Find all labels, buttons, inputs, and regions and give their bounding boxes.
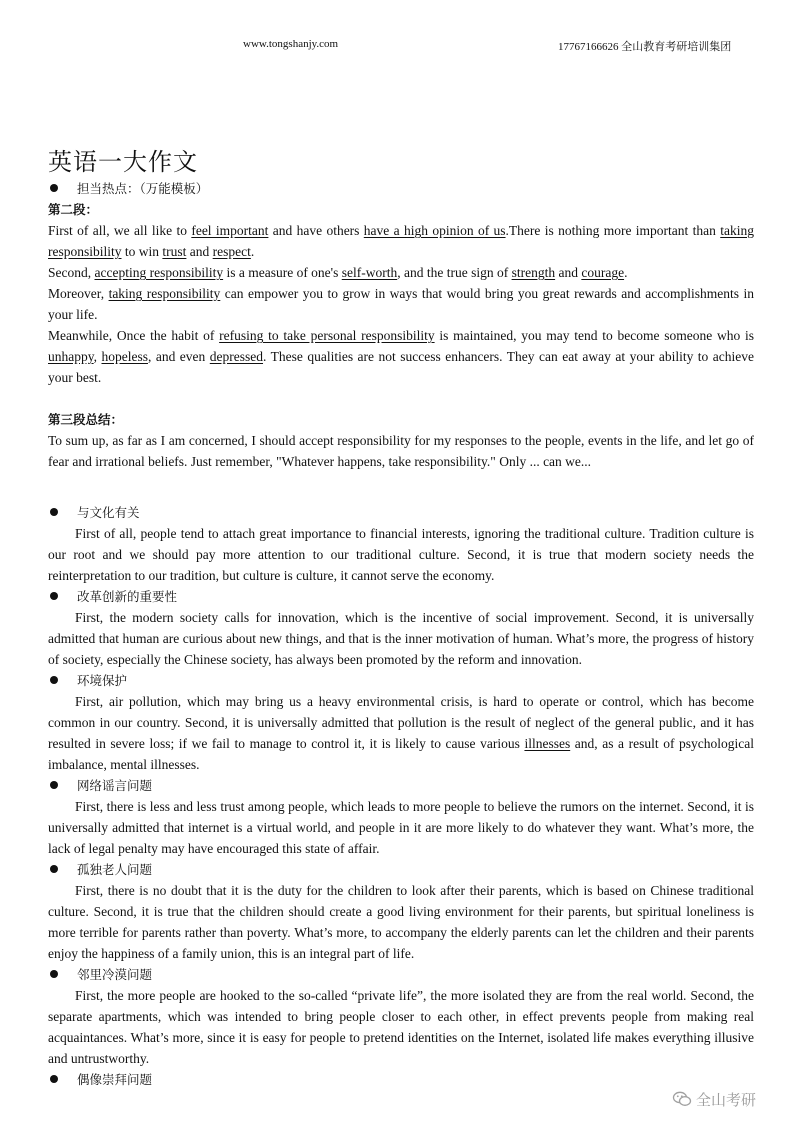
para3-heading: 第三段总结： (48, 412, 124, 427)
bullet-idol (48, 1069, 754, 1090)
bullet-label: 担当热点：（万能模板） (77, 181, 209, 196)
bullet-dot-icon (50, 970, 58, 978)
para2-sentence-3: Moreover, taking responsibility can empower you to grow in ways that would bring you great rewards and accomplishments in your life. (48, 286, 754, 322)
watermark (672, 1088, 782, 1112)
culture-text: First of all, people tend to attach great importance to financial interests, ignoring the traditional culture. Tradition culture is our root and we should pay more attention to our traditional culture. Second, it is true that modern society needs the reinterpretation to our tradition, but culture is culture, it cannot serve the economy. (48, 526, 754, 583)
bullet-rumor (48, 775, 754, 796)
para2-sentence-1: First of all, we all like to feel important and have others have a high opinion of us.There is nothing more important than taking responsibility to win trust and respect. (48, 223, 754, 259)
bullet-label: 邻里冷漠问题 (77, 967, 153, 982)
page-header (0, 38, 800, 54)
bullet-elderly (48, 859, 754, 880)
bullet-dot-icon (50, 781, 58, 789)
watermark-text: 全山考研 (696, 1091, 757, 1109)
document-body (48, 178, 754, 1090)
bullet-hot-topic (48, 178, 754, 199)
para3-text: To sum up, as far as I am concerned, I should accept responsibility for my responses to the people, events in the life, and let go of fear and irrational beliefs. Just remember, "Whatever happens, take responsibility." Only ... can we... (48, 433, 754, 469)
bullet-culture (48, 502, 754, 523)
bullet-label: 孤独老人问题 (77, 862, 153, 877)
page-title: 英语一大作文 (48, 148, 198, 176)
innovation-text: First, the modern society calls for innovation, which is the incentive of social improvement. Second, it is universally admitted that human are curious about new things, and that is the inner motivation of human. What’s more, the progress of history of society, especially the Chinese society, has always been promoted by the reform and innovation. (48, 610, 754, 667)
header-org: 17767166626 全山教育考研培训集团 (558, 41, 732, 53)
bullet-dot-icon (50, 1075, 58, 1083)
bullet-dot-icon (50, 508, 58, 516)
bullet-neighbor (48, 964, 754, 985)
bullet-dot-icon (50, 676, 58, 684)
spacer (48, 388, 754, 409)
para2-heading: 第二段： (48, 202, 99, 217)
bullet-label: 偶像崇拜问题 (77, 1072, 153, 1087)
wechat-icon (672, 1090, 692, 1108)
bullet-label: 与文化有关 (77, 505, 140, 520)
elderly-text: First, there is no doubt that it is the duty for the children to look after their parents, which is based on Chinese traditional culture. Second, it is true that the children should create a good living environment for their parents, but spiritual loneliness is more terrible for parents rather than poverty. What’s more, to accompany the elderly parents can let the children and their parents enjoy the happiness of a family union, this is an integral part of life. (48, 883, 754, 961)
neighbor-text: First, the more people are hooked to the so-called “private life”, the more isolated they are from the real world. Second, the separate apartments, which was intended to bring people closer to each other, in effect prevents people from making real acquaintances. What’s more, since it is easy for people to pretend identities on the Internet, isolated life makes everything illusive and untrustworthy. (48, 988, 754, 1066)
bullet-label: 网络谣言问题 (77, 778, 153, 793)
rumor-text: First, there is less and less trust among people, which leads to more people to believe the rumors on the internet. Second, it is universally admitted that internet is a virtual world, and people in it are more likely to do whatever they want. What’s more, the lack of legal penalty may have encouraged this state of affair. (48, 799, 754, 856)
header-url: www.tongshanjy.com (243, 38, 339, 50)
bullet-dot-icon (50, 592, 58, 600)
bullet-innovation (48, 586, 754, 607)
para2-sentence-4: Meanwhile, Once the habit of refusing to take personal responsibility is maintained, you may tend to become someone who is unhappy, hopeless, and even depressed. These qualities are not success enhancers. They can eat away at your ability to achieve your best. (48, 328, 754, 385)
bullet-dot-icon (50, 184, 58, 192)
spacer (48, 472, 754, 502)
environment-text: First, air pollution, which may bring us a heavy environmental crisis, is hard to operate or control, which has become common in our country. Second, it is universally admitted that pollution is the result of neglect of the general public, and it has resulted in severe loss; if we fail to manage to control it, it is likely to cause various illnesses and, as a result of psychological imbalance, mental illnesses. (48, 694, 755, 772)
bullet-label: 环境保护 (77, 673, 128, 688)
bullet-label: 改革创新的重要性 (77, 589, 178, 604)
bullet-dot-icon (50, 865, 58, 873)
para2-sentence-2: Second, accepting responsibility is a measure of one's self-worth, and the true sign of strength and courage. (48, 265, 628, 280)
bullet-environment (48, 670, 754, 691)
